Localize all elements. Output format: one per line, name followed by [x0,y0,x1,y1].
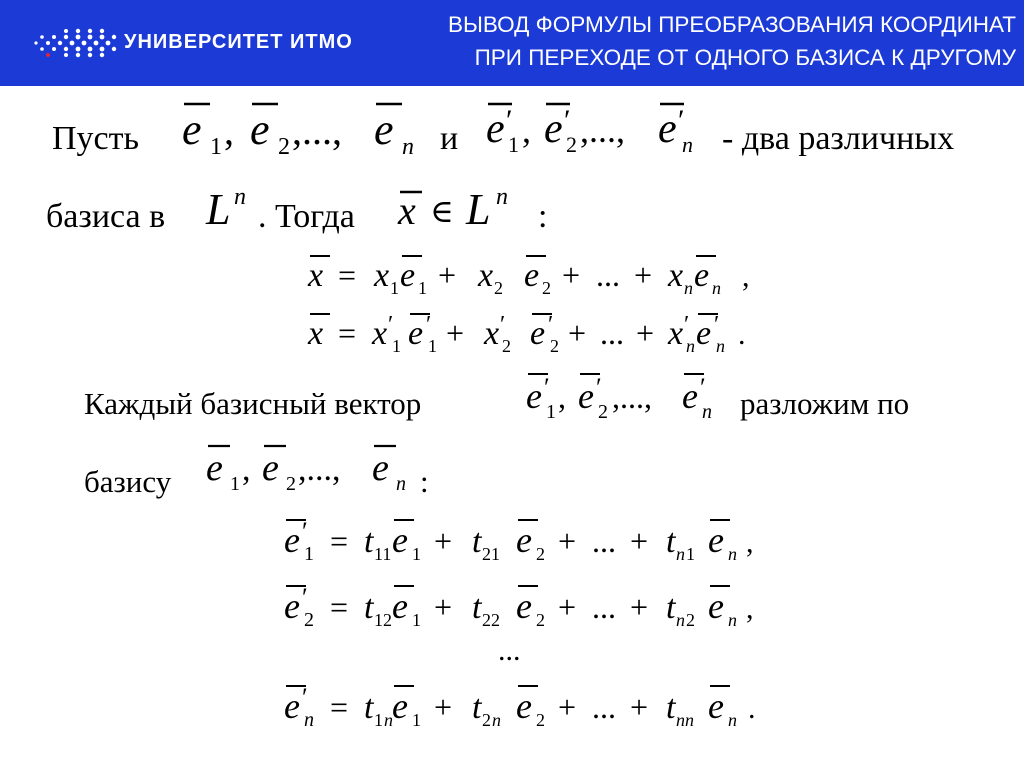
svg-text:x: x [398,188,416,233]
svg-text:+: + [630,689,649,725]
svg-text:2: 2 [566,132,577,157]
svg-text:,: , [746,592,754,625]
text-each-basis-vector: Каждый базисный вектор [84,386,422,421]
text-let: Пусть [52,120,140,157]
svg-text:x: x [668,315,684,352]
svg-text:e: e [400,257,416,294]
svg-text:e: e [708,586,724,626]
svg-text:n: n [684,278,693,298]
svg-text:+: + [568,315,587,351]
formula-e2-prime [282,576,762,636]
svg-text:′: ′ [714,312,720,338]
svg-text:2: 2 [502,336,511,356]
svg-text:n: n [728,544,737,564]
svg-text:e: e [516,586,532,626]
svg-text:e: e [206,447,223,489]
svg-text:,...,: ,..., [298,451,341,488]
svg-text:.: . [748,692,756,725]
svg-text:2: 2 [482,710,491,730]
formula-basis-e [180,92,430,162]
svg-text:e: e [284,586,300,626]
svg-text:...: ... [592,689,616,725]
svg-text:2: 2 [286,473,296,495]
svg-text:22: 22 [482,610,500,630]
svg-text:x: x [372,315,388,352]
svg-text:e: e [392,520,408,560]
svg-text:t: t [364,523,374,560]
svg-text:,: , [558,379,566,415]
svg-text:1: 1 [412,710,421,730]
svg-text:1: 1 [546,401,556,423]
svg-text:...: ... [592,589,616,625]
formula-x-in-Ln [394,182,534,242]
svg-text:2: 2 [304,609,314,631]
svg-text:2: 2 [278,134,290,160]
svg-text:′: ′ [564,104,571,137]
svg-text:nn: nn [676,710,694,730]
svg-text:x: x [668,257,684,294]
formula-basis-e-2 [204,438,414,498]
slide-header [0,0,1024,86]
svg-text:e: e [182,105,202,154]
svg-text:e: e [262,447,279,489]
svg-text:+: + [438,257,457,293]
svg-text:e: e [530,315,546,352]
svg-text:e: e [250,105,270,154]
svg-text:1: 1 [230,473,240,495]
svg-text:+: + [636,315,655,351]
svg-text:2: 2 [550,336,559,356]
svg-text:′: ′ [302,683,308,712]
slide-content [0,86,1024,767]
svg-text:x: x [308,257,324,294]
svg-text:2: 2 [686,610,695,630]
text-by-basis: базису [84,464,172,499]
svg-text:t: t [666,689,676,726]
svg-text:x: x [484,315,500,352]
slide-title [402,8,1016,74]
svg-text:2: 2 [536,610,545,630]
svg-text:n: n [402,134,414,160]
svg-text:1: 1 [390,278,399,298]
svg-text:=: = [338,257,357,293]
svg-text:′: ′ [506,104,513,137]
svg-text:...: ... [596,257,620,293]
svg-text:...: ... [592,523,616,559]
formula-basis-e-prime-2 [524,368,724,424]
formula-space-Ln [204,182,260,242]
svg-text:...: ... [600,315,624,351]
svg-text:=: = [330,689,349,725]
svg-text:2: 2 [536,544,545,564]
svg-text:+: + [558,523,577,559]
svg-text:e: e [682,376,698,416]
svg-text:e: e [284,520,300,560]
svg-text:′: ′ [684,312,690,338]
svg-text:t: t [666,523,676,560]
svg-text:2: 2 [542,278,551,298]
svg-text:,...,: ,..., [292,108,342,153]
svg-text:x: x [308,315,324,352]
svg-text:e: e [696,315,712,352]
svg-text:+: + [434,589,453,625]
svg-text:x: x [374,257,390,294]
svg-text:,: , [522,110,531,150]
svg-text:,: , [746,526,754,559]
itmo-dots-icon [32,27,122,59]
svg-text:=: = [338,315,357,351]
svg-text:+: + [630,589,649,625]
svg-text:+: + [558,689,577,725]
svg-text:t: t [472,689,482,726]
text-colon-1: : [538,198,548,235]
svg-text:1: 1 [686,544,695,564]
text-colon-2: : [420,464,429,499]
svg-text:e: e [526,376,542,416]
svg-text:e: e [694,257,710,294]
svg-text:t: t [364,689,374,726]
svg-text:1: 1 [428,336,437,356]
svg-text:n: n [676,544,685,564]
svg-text:+: + [434,523,453,559]
svg-text:n: n [396,473,406,495]
svg-text:′: ′ [678,104,685,137]
title-line-1: ВЫВОД ФОРМУЛЫ ПРЕОБРАЗОВАНИЯ КООРДИНАТ [447,12,1016,37]
svg-text:n: n [716,336,725,356]
svg-text:12: 12 [374,610,392,630]
svg-text:11: 11 [374,544,392,564]
svg-text:=: = [330,523,349,559]
svg-text:+: + [446,315,465,351]
svg-text:′: ′ [544,373,550,402]
svg-text:n: n [686,336,695,356]
svg-text:,: , [742,260,750,293]
svg-text:e: e [516,520,532,560]
svg-text:1: 1 [412,610,421,630]
svg-text:L: L [466,185,491,234]
svg-text:+: + [630,523,649,559]
svg-text:n: n [234,184,246,210]
svg-text:+: + [634,257,653,293]
svg-text:e: e [516,686,532,726]
svg-text:e: e [486,106,505,152]
svg-text:+: + [558,589,577,625]
svg-text:2: 2 [598,401,608,423]
svg-text:n: n [712,278,721,298]
svg-text:21: 21 [482,544,500,564]
svg-text:t: t [472,523,482,560]
svg-text:t: t [472,589,482,626]
vertical-dots: ... [498,634,521,667]
svg-text:e: e [408,315,424,352]
svg-text:e: e [392,686,408,726]
formula-en-prime [282,676,762,736]
svg-text:′: ′ [500,312,506,338]
formula-basis-e-prime [484,92,714,162]
svg-text:,...,: ,..., [580,110,625,150]
svg-text:′: ′ [302,517,308,546]
svg-text:t: t [666,589,676,626]
logo-text: УНИВЕРСИТЕТ ИТМО [124,31,353,53]
svg-text:′: ′ [426,312,432,338]
svg-text:2: 2 [494,278,503,298]
text-basis-in: базиса в [46,198,166,235]
svg-text:e: e [658,106,677,152]
svg-text:2: 2 [536,710,545,730]
svg-text:x: x [478,257,494,294]
svg-text:∈: ∈ [430,193,454,229]
text-then: . Тогда [258,198,355,235]
svg-text:n: n [682,132,693,157]
svg-text:n: n [492,710,501,730]
svg-text:+: + [562,257,581,293]
svg-text:n: n [702,401,712,423]
svg-text:n: n [496,184,508,210]
svg-text:e: e [544,106,563,152]
itmo-logo [26,22,371,64]
svg-text:e: e [392,586,408,626]
svg-text:e: e [708,686,724,726]
title-line-2: ПРИ ПЕРЕХОДЕ ОТ ОДНОГО БАЗИСА К ДРУГОМУ [474,45,1016,70]
svg-text:′: ′ [302,583,308,612]
formula-x-expansion-prime [306,304,766,364]
svg-text:n: n [384,710,393,730]
svg-text:1: 1 [374,710,383,730]
svg-text:′: ′ [700,373,706,402]
svg-text:′: ′ [596,373,602,402]
formula-e1-prime [282,510,762,570]
svg-text:,: , [242,451,251,488]
formula-x-expansion [306,246,766,306]
text-and: и [440,120,459,157]
svg-text:+: + [434,689,453,725]
svg-text:1: 1 [418,278,427,298]
svg-text:n: n [728,710,737,730]
svg-text:t: t [364,589,374,626]
text-expand-by: разложим по [740,386,910,421]
svg-text:n: n [304,709,314,731]
text-two-different: - два различных [722,120,955,157]
svg-text:,...,: ,..., [612,379,652,415]
svg-text:,: , [224,108,234,153]
svg-text:e: e [708,520,724,560]
svg-text:e: e [578,376,594,416]
svg-text:1: 1 [392,336,401,356]
svg-text:′: ′ [388,312,394,338]
svg-text:′: ′ [548,312,554,338]
svg-text:e: e [524,257,540,294]
svg-text:1: 1 [508,132,519,157]
svg-text:=: = [330,589,349,625]
svg-text:e: e [284,686,300,726]
svg-text:1: 1 [304,543,314,565]
svg-text:n: n [676,610,685,630]
svg-text:n: n [728,610,737,630]
svg-text:e: e [372,447,389,489]
svg-text:1: 1 [210,134,222,160]
svg-text:1: 1 [412,544,421,564]
svg-text:e: e [374,105,394,154]
svg-text:.: . [738,318,746,351]
svg-text:L: L [206,185,231,234]
